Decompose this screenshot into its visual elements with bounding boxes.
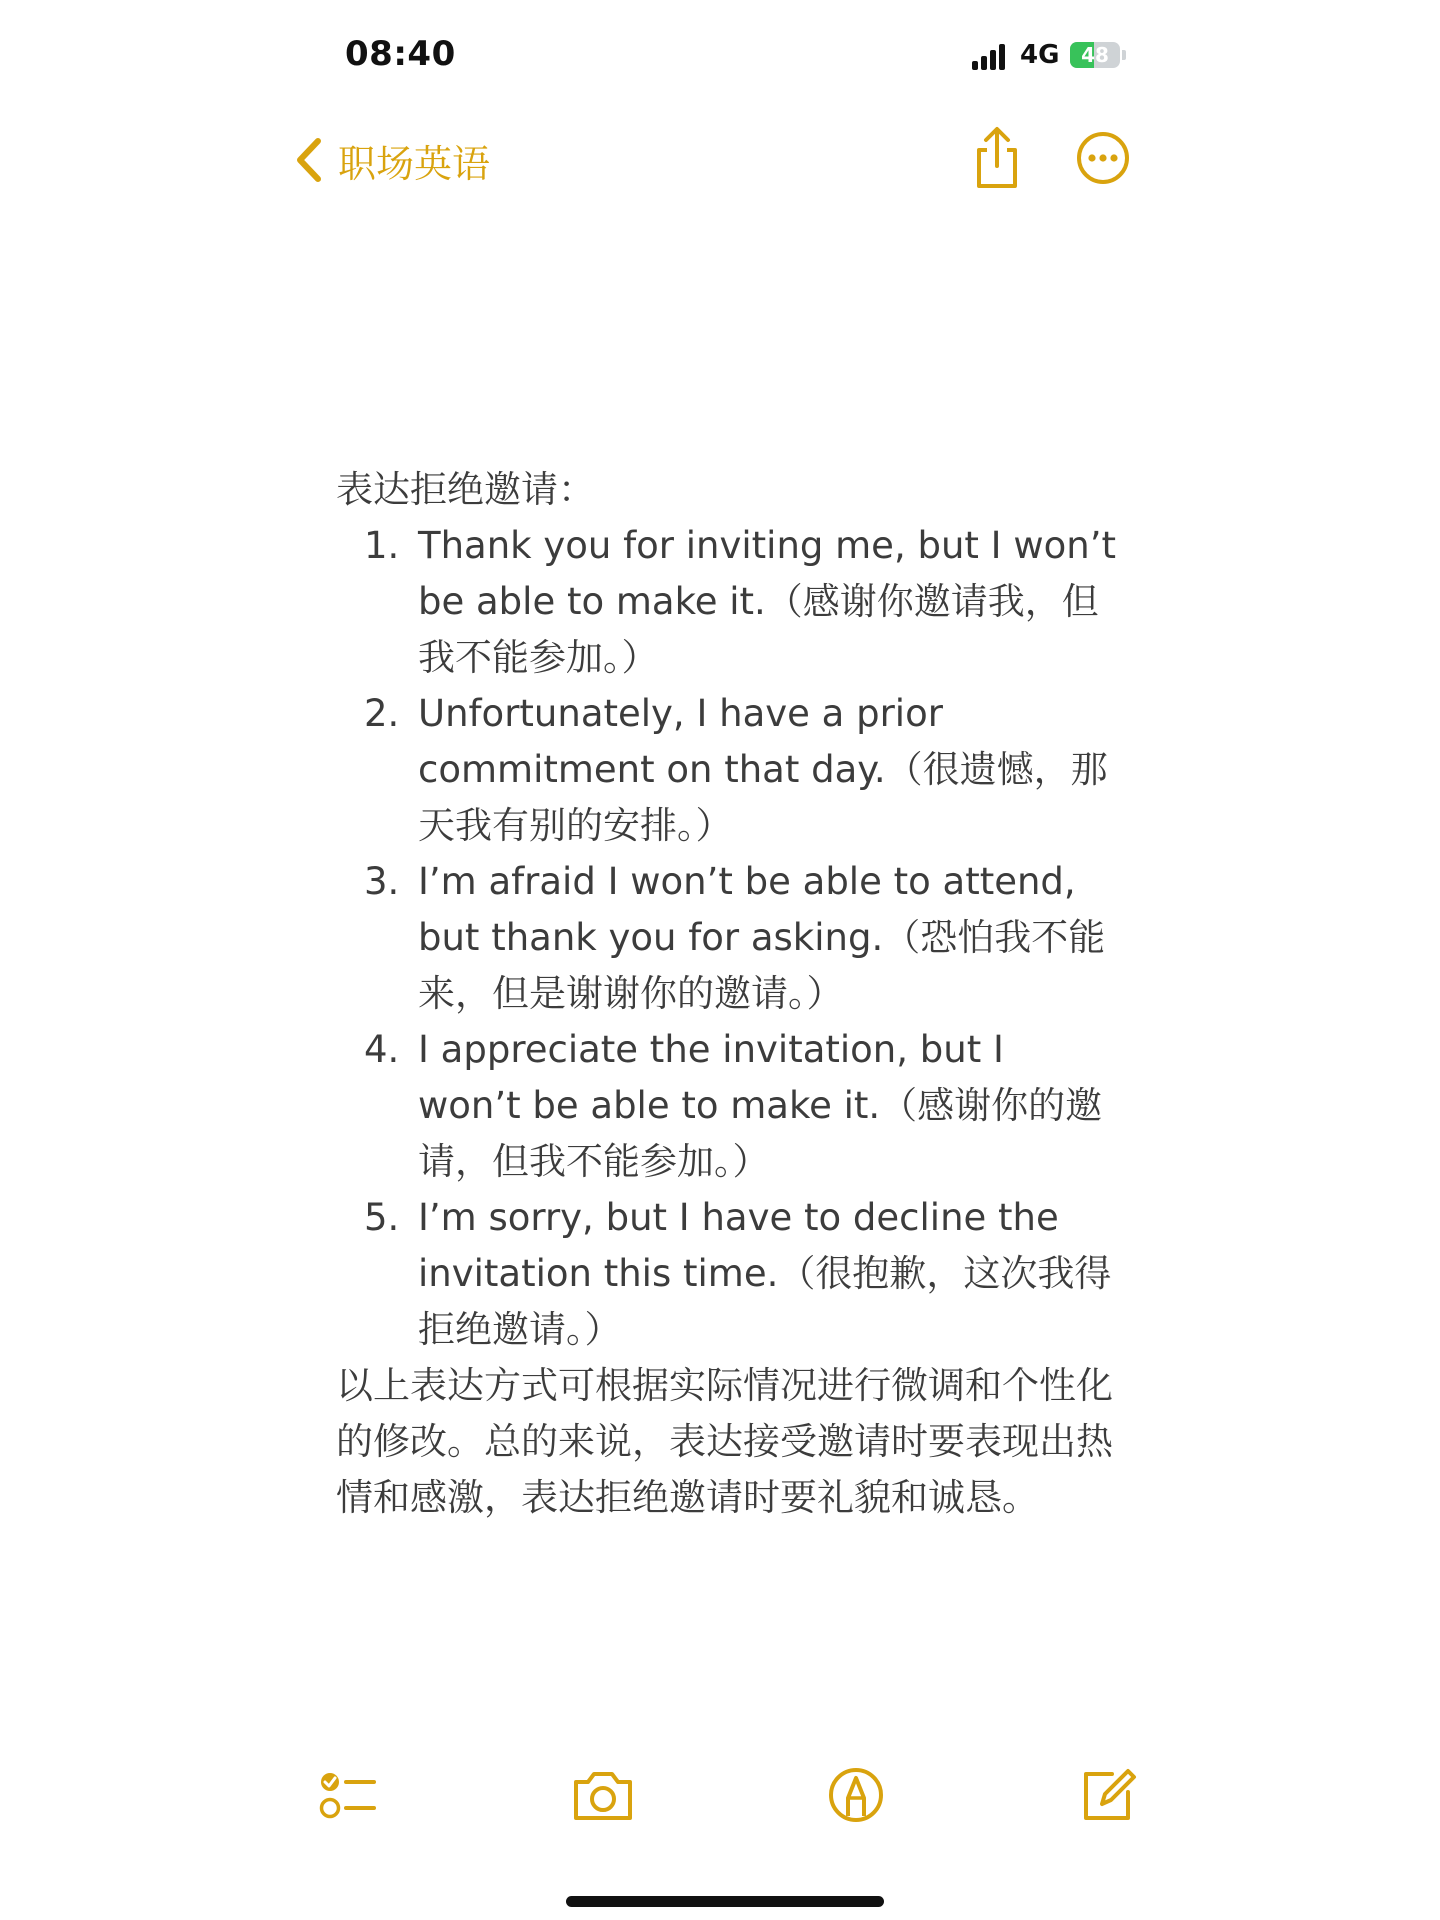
status-bar	[0, 0, 1440, 110]
list-number: 4.	[364, 1028, 400, 1071]
list-item	[336, 686, 1116, 854]
more-icon	[1075, 130, 1131, 186]
share-icon	[970, 126, 1024, 190]
share-button[interactable]	[970, 126, 1024, 190]
battery-icon	[1070, 42, 1120, 68]
note-list	[336, 518, 1116, 1358]
battery-percent: 48	[1081, 43, 1109, 67]
checklist-icon	[312, 1760, 382, 1830]
list-item	[336, 1190, 1116, 1358]
list-text: Thank you for inviting me, but I won’t be able to make it.（感谢你邀请我，但我不能参加。）	[418, 524, 1116, 679]
network-type: 4G	[1020, 40, 1060, 70]
list-text: I’m afraid I won’t be able to attend, but thank you for asking.（恐怕我不能来，但是谢谢你的邀请。）	[418, 860, 1106, 1015]
battery-nub	[1122, 50, 1126, 60]
list-text: Unfortunately, I have a prior commitment on that day.（很遗憾，那天我有别的安排。）	[418, 692, 1108, 847]
compose-icon	[1072, 1760, 1142, 1830]
back-label: 职场英语	[338, 141, 491, 186]
bottom-toolbar	[0, 1760, 1440, 1850]
note-heading: 表达拒绝邀请：	[336, 468, 595, 511]
status-time: 08:40	[345, 34, 456, 74]
camera-button[interactable]	[568, 1760, 638, 1830]
note-body[interactable]	[336, 462, 1116, 1526]
markup-pen-icon	[821, 1760, 891, 1830]
list-number: 3.	[364, 860, 400, 903]
markup-button[interactable]	[821, 1760, 891, 1830]
more-button[interactable]	[1075, 130, 1131, 186]
back-button[interactable]	[292, 130, 490, 190]
list-item	[336, 854, 1116, 1022]
list-text: I’m sorry, but I have to decline the invitation this time.（很抱歉，这次我得拒绝邀请。）	[418, 1196, 1112, 1351]
home-indicator	[566, 1896, 884, 1907]
list-number: 2.	[364, 692, 400, 735]
list-text: I appreciate the invitation, but I won’t be able to make it.（感谢你的邀请，但我不能参加。）	[418, 1028, 1103, 1183]
list-item	[336, 518, 1116, 686]
chevron-left-icon	[292, 135, 326, 185]
list-number: 1.	[364, 524, 400, 567]
nav-bar	[0, 110, 1440, 210]
camera-icon	[568, 1760, 638, 1830]
list-item	[336, 1022, 1116, 1190]
compose-button[interactable]	[1072, 1760, 1142, 1830]
note-summary: 以上表达方式可根据实际情况进行微调和个性化的修改。总的来说，表达接受邀请时要表现出热情和感激，表达拒绝邀请时要礼貌和诚恳。	[336, 1364, 1113, 1519]
checklist-button[interactable]	[312, 1760, 382, 1830]
cellular-signal-icon	[972, 44, 1010, 70]
list-number: 5.	[364, 1196, 400, 1239]
